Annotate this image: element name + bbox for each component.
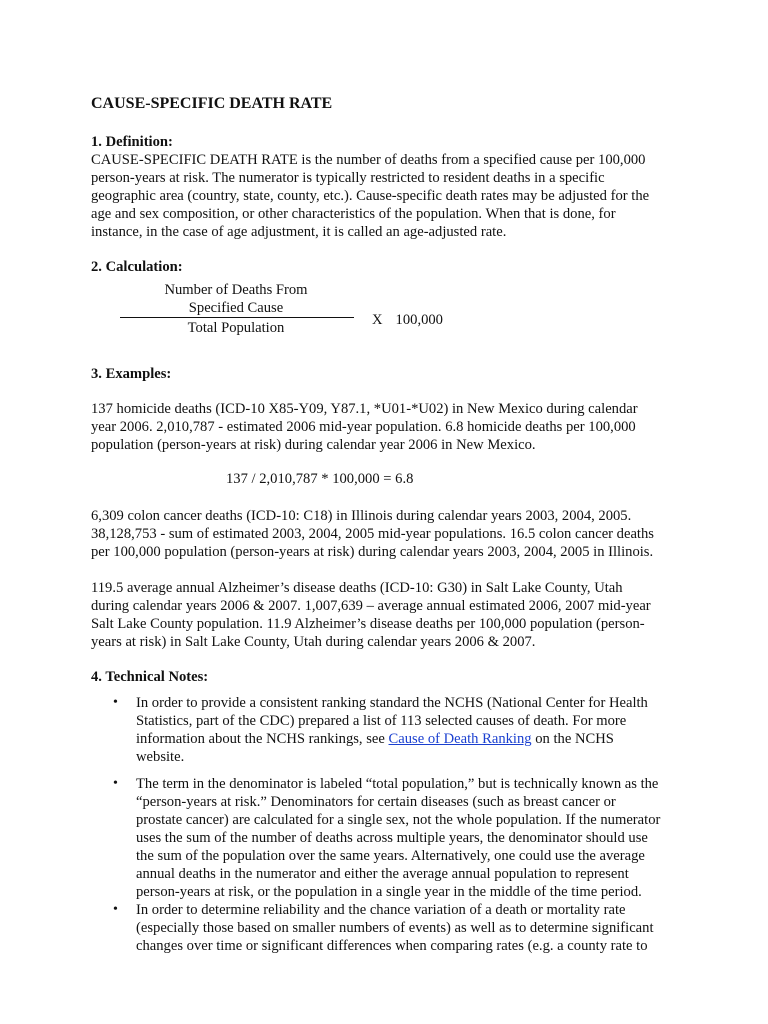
formula-numerator [121, 281, 351, 317]
bullet-icon: • [113, 776, 118, 791]
formula-denominator: Total Population [187, 320, 285, 336]
multiplier-value: 100,000 [395, 312, 443, 328]
times-symbol: X [372, 312, 383, 328]
definition-heading: 1. Definition: [91, 134, 173, 150]
note-line: uses the sum of the number of deaths across multiple years, the denominator should use [136, 830, 648, 846]
calculation-heading: 2. Calculation: [91, 259, 183, 275]
note-line: the sum of the population over the same years. Alternatively, one could use the average [136, 848, 645, 864]
note-line-text: information about the NCHS rankings, see [136, 731, 389, 747]
note-line: annual deaths in the numerator and either the average annual population to represent [136, 866, 629, 882]
example-line: Salt Lake County population. 11.9 Alzheimer’s disease deaths per 100,000 population (person- [91, 616, 645, 632]
note-line: In order to provide a consistent ranking standard the NCHS (National Center for Health [136, 695, 648, 711]
example-line: per 100,000 population (person-years at risk) during calendar years 2003, 2004, 2005 in Illinois. [91, 544, 654, 560]
note-line: In order to determine reliability and the chance variation of a death or mortality rate [136, 902, 626, 918]
bullet-icon: • [113, 902, 118, 917]
definition-line: geographic area (country, state, county, etc.). Cause-specific death rates may be adjusted for the [91, 188, 650, 204]
definition-line: CAUSE-SPECIFIC DEATH RATE is the number of deaths from a specified cause per 100,000 [91, 152, 646, 168]
note-line: The term in the denominator is labeled “total population,” but is technically known as the [136, 776, 659, 792]
example-homicide [91, 400, 679, 454]
note-line: changes over time or significant differences when comparing rates (e.g. a county rate to [136, 938, 648, 954]
bullet-icon: • [113, 695, 118, 710]
example-colon-cancer [91, 507, 679, 561]
example-line: 137 homicide deaths (ICD-10 X85-Y09, Y87.1, *U01-*U02) in New Mexico during calendar [91, 401, 638, 417]
numerator-line: Specified Cause [188, 300, 284, 316]
numerator-line: Number of Deaths From [164, 282, 308, 298]
technical-note-text [136, 775, 681, 901]
example-line: 119.5 average annual Alzheimer’s disease deaths (ICD-10: G30) in Salt Lake County, Utah [91, 580, 623, 596]
example-alzheimers [91, 579, 679, 651]
definition-line: age and sex composition, or other characteristics of the population. When that is done, for [91, 206, 616, 222]
note-line [136, 730, 681, 748]
formula-multiplier [372, 311, 443, 329]
fraction-bar [120, 317, 354, 318]
technical-note-text [136, 901, 681, 955]
cause-of-death-ranking-link[interactable]: Cause of Death Ranking [388, 731, 532, 747]
definition-line: person-years at risk. The numerator is typically restricted to resident deaths in a specific [91, 170, 605, 186]
note-line: Statistics, part of the CDC) prepared a list of 113 selected causes of death. For more [136, 713, 627, 729]
page-title: CAUSE-SPECIFIC DEATH RATE [91, 95, 333, 112]
note-line: website. [136, 749, 185, 765]
examples-heading: 3. Examples: [91, 366, 172, 382]
note-line-text: on the NCHS [531, 731, 614, 747]
example-line: during calendar years 2006 & 2007. 1,007,639 – average annual estimated 2006, 2007 mid-year [91, 598, 651, 614]
note-line: “person-years at risk.” Denominators for certain diseases (such as breast cancer or [136, 794, 616, 810]
example-line: year 2006. 2,010,787 - estimated 2006 mid-year population. 6.8 homicide deaths per 100,000 [91, 419, 636, 435]
example-line: population (person-years at risk) during calendar year 2006 in New Mexico. [91, 437, 536, 453]
definition-line: instance, in the case of age adjustment, it is called an age-adjusted rate. [91, 224, 507, 240]
example-equation: 137 / 2,010,787 * 100,000 = 6.8 [226, 471, 414, 487]
example-line: 6,309 colon cancer deaths (ICD-10: C18) in Illinois during calendar years 2003, 2004, 2005. [91, 508, 632, 524]
note-line: person-years at risk, or the population in a single year in the middle of the time period. [136, 884, 642, 900]
note-line: (especially those based on smaller numbers of events) as well as to determine significant [136, 920, 654, 936]
example-line: years at risk) in Salt Lake County, Utah during calendar years 2006 & 2007. [91, 634, 536, 650]
technical-note-text [136, 694, 681, 766]
rate-formula [91, 281, 511, 341]
definition-paragraph [91, 151, 679, 241]
example-line: 38,128,753 - sum of estimated 2003, 2004, 2005 mid-year populations. 16.5 colon cancer deaths [91, 526, 654, 542]
note-line: prostate cancer) are calculated for a single sex, not the whole population. If the numerator [136, 812, 661, 828]
technical-notes-heading: 4. Technical Notes: [91, 669, 209, 685]
